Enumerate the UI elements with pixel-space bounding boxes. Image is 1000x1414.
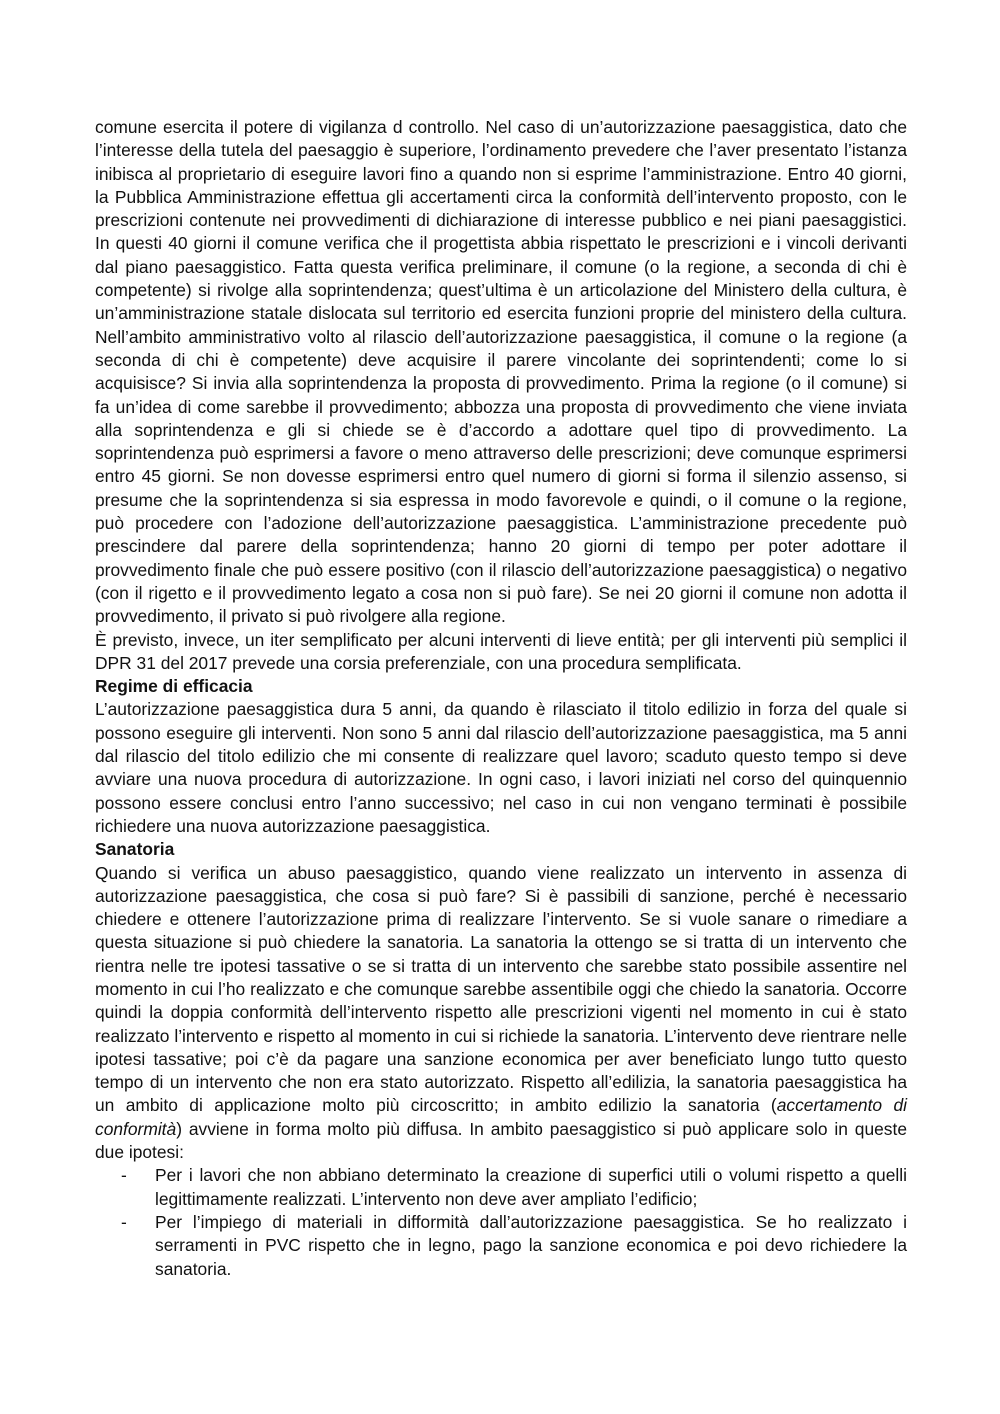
document-page (95, 116, 907, 1281)
list-item (95, 1211, 907, 1281)
list-item-text: Per i lavori che non abbiano determinato la creazione di superfici utili o volumi rispetto a quelli legittimamente realizzati. L’intervento non deve aver ampliato l’edificio; (155, 1165, 907, 1209)
sanatoria-text-part-2: ) avviene in forma molto più diffusa. In ambito paesaggistico si può applicare solo in queste due ipotesi: (95, 1118, 907, 1163)
paragraph-procedure: comune esercita il potere di vigilanza d controllo. Nel caso di un’autorizzazione paesaggistica, dato che l’interesse della tutela del paesaggio è superiore, l’ordinamento prevedere che l’aver presentato l’istanza inibisca al proprietario di eseguire lavori fino a quando non si esprime l’amministrazione. Entro 40 giorni, la Pubblica Amministrazione effettua gli accertamenti circa la conformità dell’intervento proposto, con le prescrizioni contenute nei provvedimenti di dichiarazione di interesse pubblico e nei piani paesaggistici. In questi 40 giorni il comune verifica che il progettista abbia rispettato le prescrizioni e i vincoli derivanti dal piano paesaggistico. Fatta questa verifica preliminare, il comune (o la regione, a seconda di chi è competente) si rivolge alla soprintendenza; quest’ultima è un articolazione del Ministero della cultura, è un’amministrazione statale dislocata sul territorio ed esercita funzioni proprie del ministero della cultura. Nell’ambito amministrativo volto al rilascio dell’autorizzazione paesaggistica, il comune o la regione (a seconda di chi è competente) deve acquisire il parere vincolante dei soprintendenti; come lo si acquisisce? Si invia alla soprintendenza la proposta di provvedimento. Prima la regione (o il comune) si fa un’idea di come sarebbe il provvedimento; abbozza una proposta di provvedimento che viene inviata alla soprintendenza e gli si chiede se è d’accordo a adottare quel tipo di provvedimento. La soprintendenza può esprimersi a favore o meno attraverso delle prescrizioni; deve comunque esprimersi entro 45 giorni. Se non dovesse esprimersi entro quel numero di giorni si forma il silenzio assenso, si presume che la soprintendenza si sia espressa in modo favorevole e quindi, o il comune o la regione, può procedere con l’adozione dell’autorizzazione paesaggistica. L’amministrazione precedente può prescindere dal parere della soprintendenza; hanno 20 giorni di tempo per poter adottare il provvedimento finale che può essere positivo (con il rilascio dell’autorizzazione paesaggistica) o negativo (con il rigetto e il provvedimento legato a cosa non si può fare). Se nei 20 giorni il comune non adotta il provvedimento, il privato si può rivolgere alla regione. (95, 117, 907, 627)
bullet-dash: - (121, 1165, 127, 1186)
paragraph-sanatoria (95, 862, 907, 1165)
paragraph-regime-di-efficacia: L’autorizzazione paesaggistica dura 5 anni, da quando è rilasciato il titolo edilizio in forza del quale si possono eseguire gli interventi. Non sono 5 anni dal rilascio dell’autorizzazione paesaggistica, ma 5 anni dal rilascio del titolo edilizio che mi consente di realizzare quel lavoro; scaduto questo tempo si deve avviare una nuova procedura di autorizzazione. In ogni caso, i lavori iniziati nel corso del quinquennio possono essere conclusi entro l’anno successivo; nel caso in cui non vengano terminati è possibile richiedere una nuova autorizzazione paesaggistica. (95, 699, 907, 836)
sanatoria-text-part-1: Quando si verifica un abuso paesaggistico, quando viene realizzato un intervento in assenza di autorizzazione paesaggistica, che cosa si può fare? Si è passibili di sanzione, perché è necessario chiedere e ottenere l’autorizzazione prima di realizzare l’intervento. Se si vuole sanare o rimediare a questa situazione si può chiedere la sanatoria. La sanatoria la ottengo se si tratta di un intervento che rientra nelle tre ipotesi tassative o se si tratta di un intervento che sarebbe stato possibile assentire nel momento in cui l’ho realizzato e che comunque sarebbe assentibile oggi che chiedo la sanatoria. Occorre quindi la doppia conformità dell’intervento rispetto alle prescrizioni vigenti nel momento in cui è stato realizzato l’intervento e rispetto al momento in cui si richiede la sanatoria. L’intervento deve rientrare nelle ipotesi tassative; poi c’è da pagare una sanzione economica per aver beneficiato lungo tutto questo tempo di un intervento che non era stato autorizzato. Rispetto all’edilizia, la sanatoria paesaggistica ha un ambito di applicazione molto più circoscritto; in ambito edilizio la sanatoria ( (95, 862, 907, 1116)
paragraph-simplified-procedure: È previsto, invece, un iter semplificato per alcuni interventi di lieve entità; per gli interventi più semplici il DPR 31 del 2017 prevede una corsia preferenziale, con una procedura semplificata. (95, 629, 907, 673)
list-item (95, 1164, 907, 1211)
heading-sanatoria: Sanatoria (95, 839, 175, 860)
heading-regime-di-efficacia: Regime di efficacia (95, 676, 253, 697)
bullet-dash: - (121, 1211, 127, 1232)
sanatoria-cases-list (95, 1164, 907, 1280)
list-item-text: Per l’impiego di materiali in difformità dall’autorizzazione paesaggistica. Se ho realizzato i serramenti in PVC rispetto che in legno, pago la sanzione economica e poi devo richiedere la sanatoria. (155, 1211, 907, 1279)
sanatoria-italic-term: accertamento di conformità (95, 1095, 907, 1139)
